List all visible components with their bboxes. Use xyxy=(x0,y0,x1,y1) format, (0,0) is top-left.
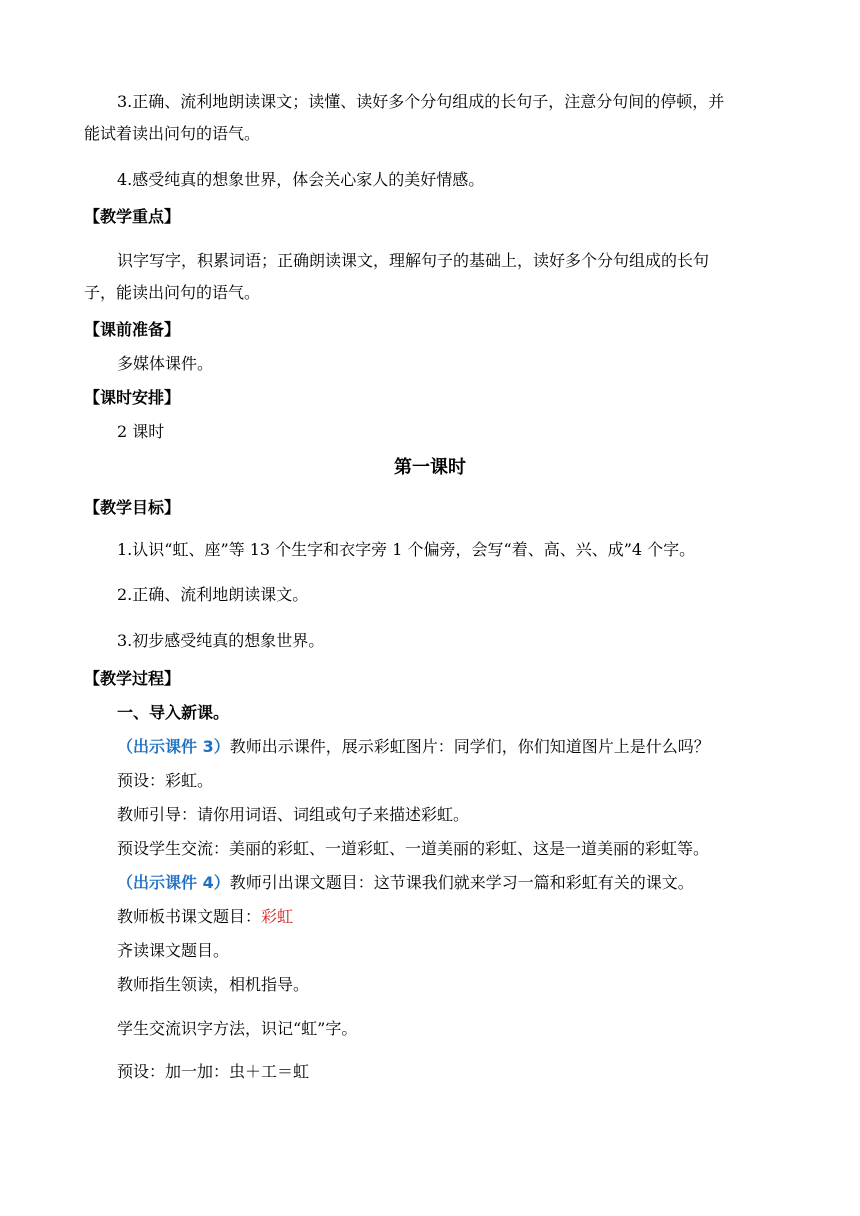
process-line-6 xyxy=(117,907,293,927)
process-line-5 xyxy=(117,873,694,893)
process-heading: 【教学过程】 xyxy=(84,669,181,688)
key-points-line-1: 识字写字，积累词语；正确朗读课文，理解句子的基础上，读好多个分句组成的长句 xyxy=(117,251,710,270)
process-line-3: 教师引导：请你用词语、词组或句子来描述彩虹。 xyxy=(117,805,470,824)
courseware-4-label: （出示课件 4） xyxy=(117,873,230,892)
lesson-1-title: 第一课时 xyxy=(394,457,466,478)
process-line-1-text: 教师出示课件，展示彩虹图片：同学们，你们知道图片上是什么吗？ xyxy=(229,737,710,756)
schedule-text: 2 课时 xyxy=(117,422,165,441)
preparation-text: 多媒体课件。 xyxy=(117,354,214,373)
key-points-heading: 【教学重点】 xyxy=(84,207,181,226)
goal-4: 4.感受纯真的想象世界，体会关心家人的美好情感。 xyxy=(117,170,485,189)
goal-3-line-2: 能试着读出问句的语气。 xyxy=(84,124,261,143)
process-line-10: 预设：加一加：虫＋工＝虹 xyxy=(117,1062,310,1081)
process-line-8: 教师指生领读，相机指导。 xyxy=(117,975,310,994)
lesson-1-goals-heading: 【教学目标】 xyxy=(84,498,181,517)
schedule-heading: 【课时安排】 xyxy=(84,388,181,407)
goal-3-line-1: 3.正确、流利地朗读课文；读懂、读好多个分句组成的长句子，注意分句间的停顿，并 xyxy=(117,92,725,111)
process-line-7: 齐读课文题目。 xyxy=(117,941,230,960)
process-line-2: 预设：彩虹。 xyxy=(117,771,214,790)
key-points-line-2: 子，能读出问句的语气。 xyxy=(84,283,261,302)
section-1-heading: 一、导入新课。 xyxy=(117,703,230,722)
lesson-1-goal-3: 3.初步感受纯真的想象世界。 xyxy=(117,631,325,650)
board-title-prefix: 教师板书课文题目： xyxy=(117,907,262,926)
process-line-4: 预设学生交流：美丽的彩虹、一道彩虹、一道美丽的彩虹、这是一道美丽的彩虹等。 xyxy=(117,839,710,858)
preparation-heading: 【课前准备】 xyxy=(84,320,181,339)
process-line-5-text: 教师引出课文题目：这节课我们就来学习一篇和彩虹有关的课文。 xyxy=(229,873,694,892)
board-title: 彩虹 xyxy=(261,907,294,926)
process-line-1 xyxy=(117,737,710,757)
lesson-1-goal-2: 2.正确、流利地朗读课文。 xyxy=(117,585,309,604)
lesson-1-goal-1: 1.认识“虹、座”等 13 个生字和衣字旁 1 个偏旁，会写“着、高、兴、成”4 个字。 xyxy=(117,540,696,559)
process-line-9: 学生交流识字方法，识记“虹”字。 xyxy=(117,1019,358,1038)
courseware-3-label: （出示课件 3） xyxy=(117,737,230,756)
